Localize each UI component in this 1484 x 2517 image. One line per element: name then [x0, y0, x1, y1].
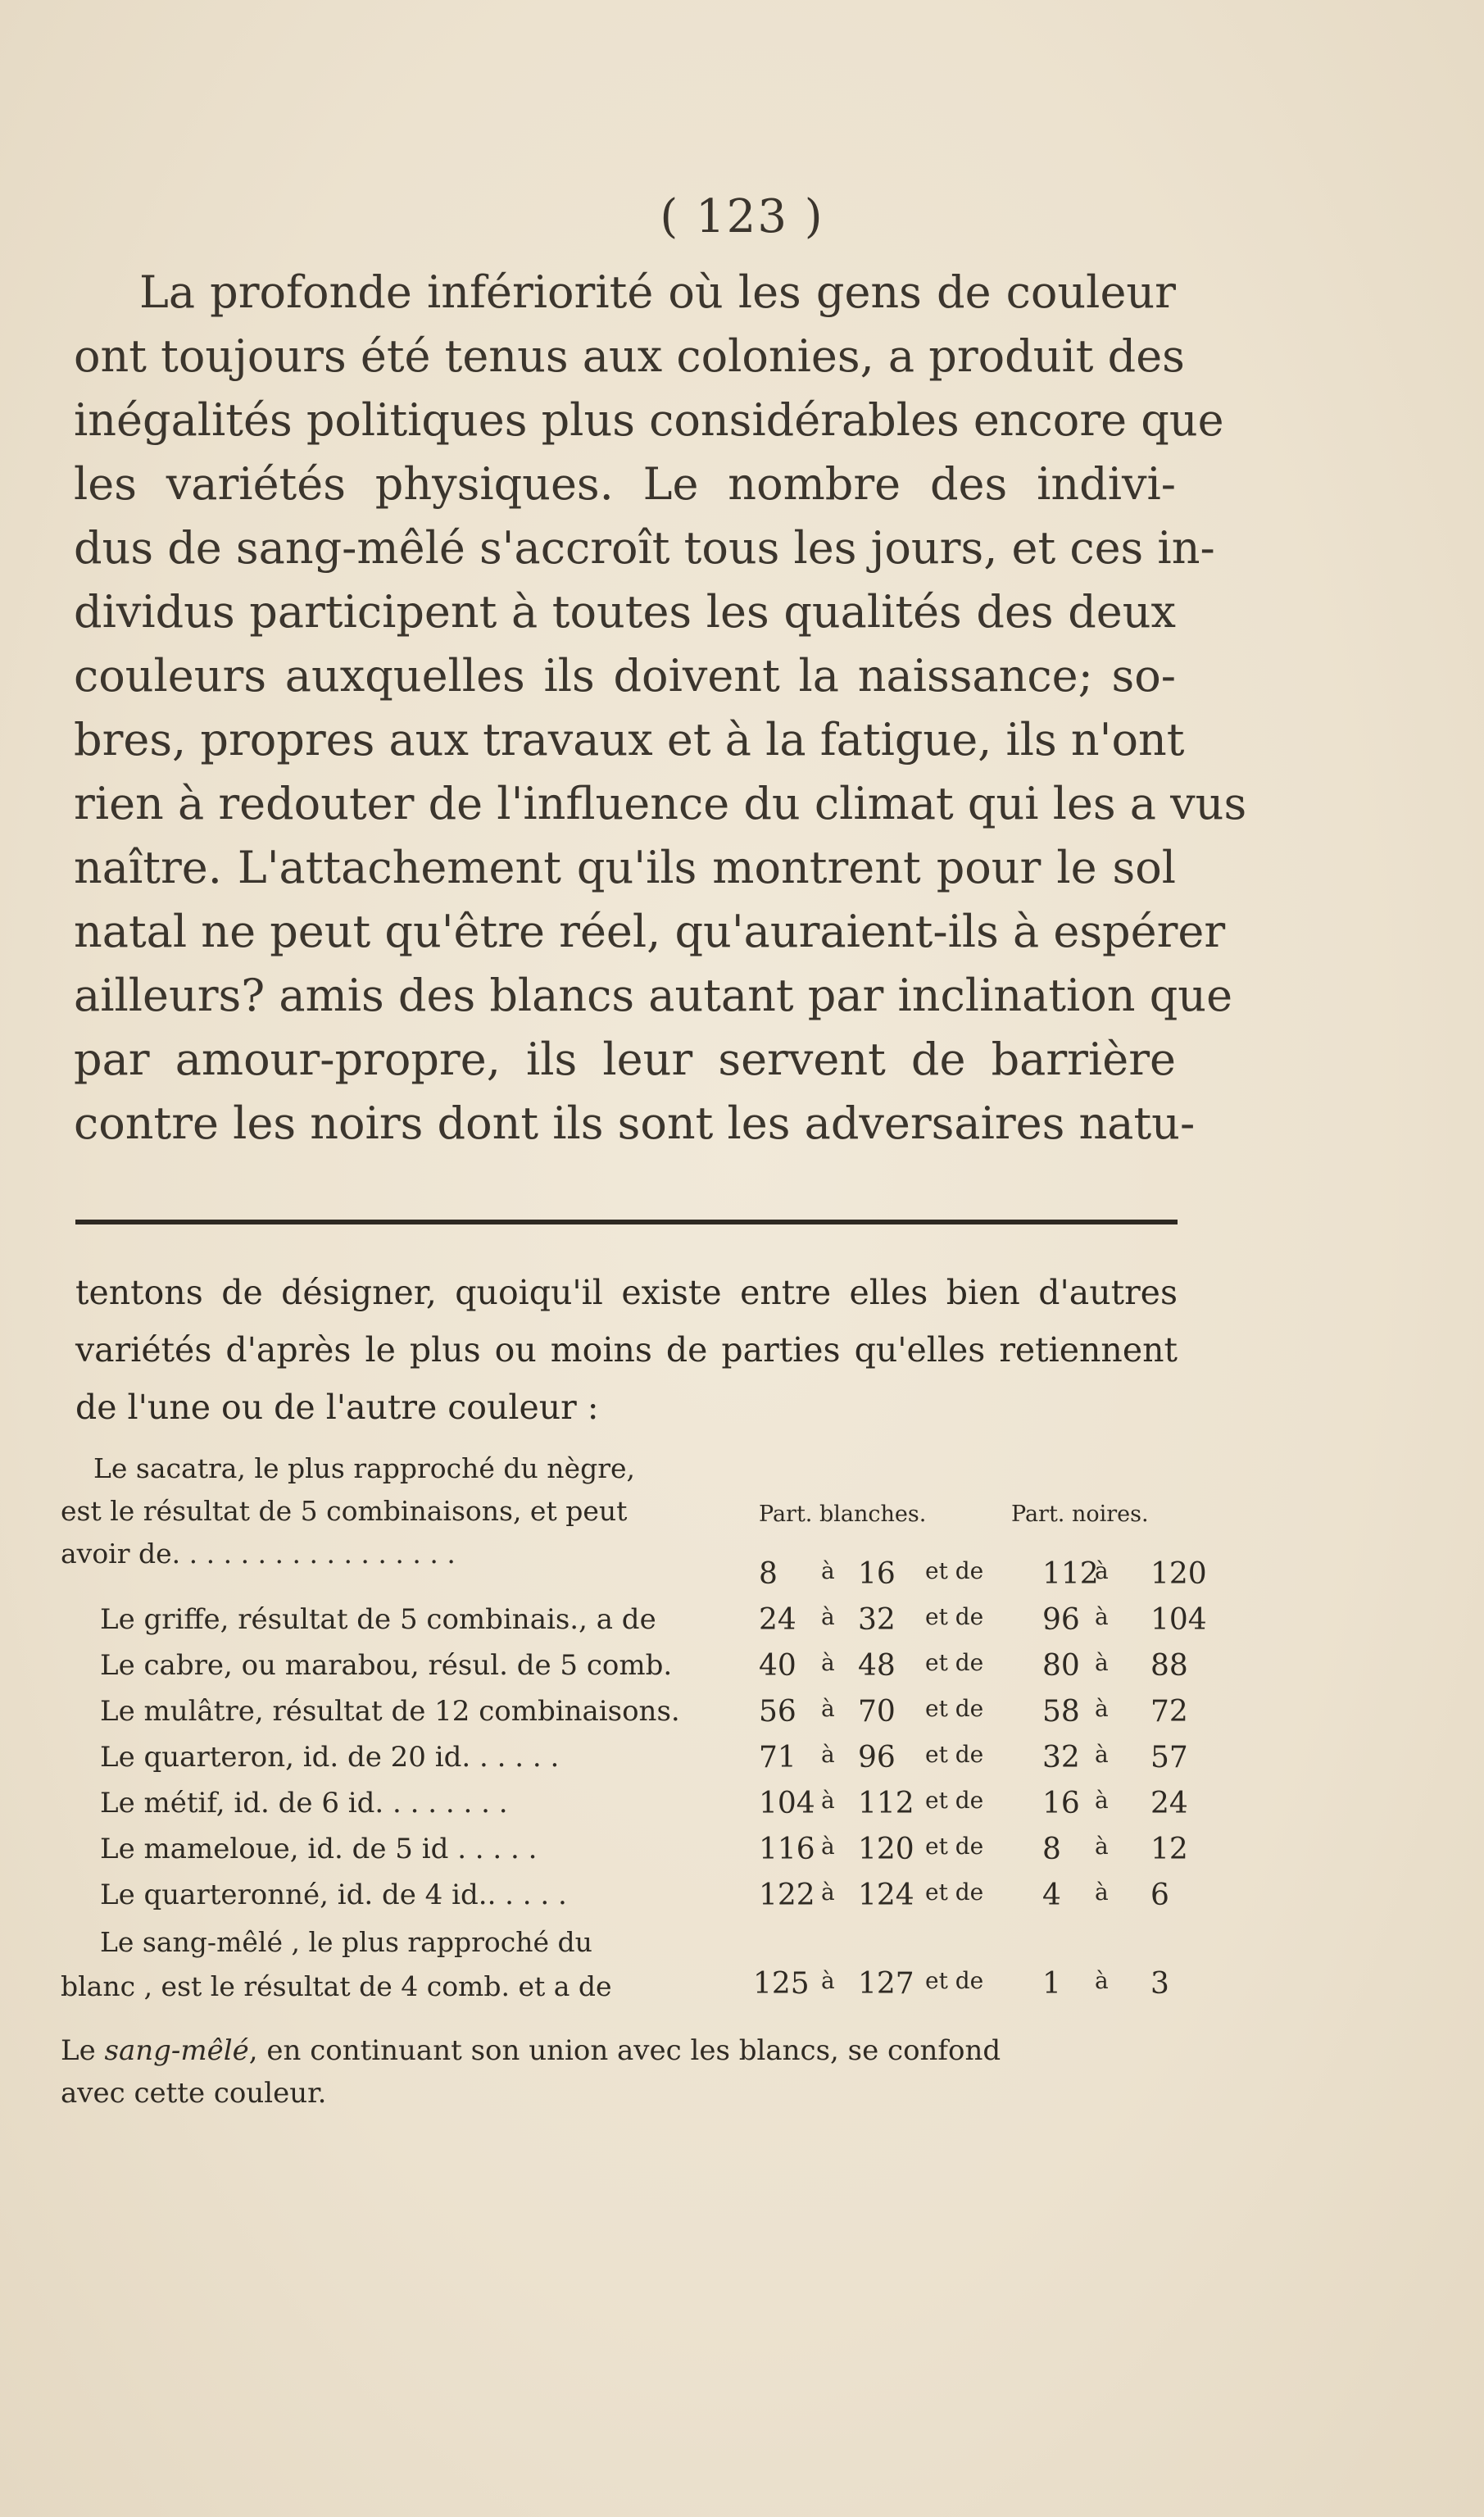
a-word: à — [821, 1879, 835, 1906]
text-line: couleurs auxquelles ils doivent la naissance; so- — [74, 650, 1176, 702]
row-label: Le quarteronné, id. de 4 id.. . . . . — [100, 1879, 567, 1911]
table-intro-line: avoir de. . . . . . . . . . . . . . . . . — [61, 1538, 456, 1570]
et-de: et de — [925, 1787, 984, 1814]
text-line: dus de sang-mêlé s'accroît tous les jours, et ces in- — [74, 522, 1215, 574]
blanches-to: 70 — [858, 1695, 896, 1729]
a-word: à — [1095, 1557, 1109, 1584]
a-word: à — [821, 1741, 835, 1768]
a-word: à — [1095, 1603, 1109, 1630]
closing-prefix: Le — [61, 2034, 96, 2067]
a-word: à — [821, 1603, 835, 1630]
a-word: à — [1095, 1649, 1109, 1676]
table-intro-line: est le résultat de 5 combinaisons, et peut — [61, 1495, 628, 1527]
noires-from: 8 — [1042, 1833, 1061, 1866]
blanches-to: 96 — [858, 1741, 896, 1774]
a-word: à — [1095, 1879, 1109, 1906]
a-word: à — [821, 1787, 835, 1814]
noires-from: 1 — [1042, 1967, 1061, 2001]
last-entry-line: Le sang-mêlé , le plus rapproché du — [100, 1926, 592, 1958]
table-row-last — [61, 1967, 1183, 2013]
blanches-to: 112 — [858, 1787, 914, 1820]
blanches-from: 125 — [753, 1967, 810, 2001]
row-label: Le métif, id. de 6 id. . . . . . . . — [100, 1787, 508, 1820]
blanches-from: 116 — [759, 1833, 815, 1866]
blanches-from: 24 — [759, 1603, 796, 1637]
text-line: ont toujours été tenus aux colonies, a produit des — [74, 330, 1185, 382]
a-word: à — [1095, 1787, 1109, 1814]
note-line: de l'une ou de l'autre couleur : — [75, 1388, 599, 1427]
text-line: dividus participent à toutes les qualités des deux — [74, 586, 1176, 638]
table-row — [61, 1787, 1188, 1833]
a-word: à — [1095, 1833, 1109, 1860]
noires-to: 57 — [1150, 1741, 1188, 1774]
noires-from: 80 — [1042, 1649, 1080, 1683]
et-de: et de — [925, 1741, 984, 1768]
noires-to: 6 — [1150, 1879, 1169, 1912]
blanches-to: 32 — [858, 1603, 896, 1637]
closing-italic: sang-mêlé — [104, 2034, 249, 2067]
closing-rest: , en continuant son union avec les blancs, se confond — [248, 2034, 1001, 2067]
a-word: à — [821, 1557, 835, 1584]
text-line: naître. L'attachement qu'ils montrent pour le sol — [74, 842, 1176, 893]
text-line: par amour-propre, ils leur servent de barrière — [74, 1034, 1176, 1085]
blanches-from: 56 — [759, 1695, 796, 1729]
noires-to: 12 — [1150, 1833, 1188, 1866]
text-line: les variétés physiques. Le nombre des indivi- — [74, 458, 1176, 510]
table-row — [61, 1603, 1207, 1649]
main-paragraph — [74, 261, 1247, 1156]
noires-to: 3 — [1150, 1967, 1169, 2001]
note-paragraph — [75, 1264, 1178, 1436]
table-row — [61, 1649, 1188, 1695]
a-word: à — [821, 1833, 835, 1860]
closing-note — [61, 2029, 1183, 2115]
row-label: Le cabre, ou marabou, résul. de 5 comb. — [100, 1649, 673, 1682]
blanches-from: 122 — [759, 1879, 815, 1912]
noires-from: 32 — [1042, 1741, 1080, 1774]
blanches-from: 8 — [759, 1557, 778, 1591]
noires-to: 72 — [1150, 1695, 1188, 1729]
row-label: Le quarteron, id. de 20 id. . . . . . — [100, 1741, 560, 1774]
row-label: Le mulâtre, résultat de 12 combinaisons. — [100, 1695, 680, 1728]
last-entry-line: blanc , est le résultat de 4 comb. et a de — [61, 1970, 612, 2002]
text-line: natal ne peut qu'être réel, qu'auraient-ils à espérer — [74, 906, 1226, 957]
text-line: bres, propres aux travaux et à la fatigue, ils n'ont — [74, 714, 1185, 766]
table-row — [61, 1741, 1188, 1787]
noires-from: 16 — [1042, 1787, 1080, 1820]
text-line: inégalités politiques plus considérables encore que — [74, 394, 1224, 446]
footnote-divider — [75, 1220, 1178, 1224]
et-de: et de — [925, 1833, 984, 1860]
a-word: à — [821, 1695, 835, 1722]
blanches-to: 16 — [858, 1557, 896, 1591]
noires-to: 88 — [1150, 1649, 1188, 1683]
et-de: et de — [925, 1603, 984, 1630]
note-line: tentons de désigner, quoiqu'il existe entre elles bien d'autres — [75, 1273, 1178, 1312]
noires-to: 104 — [1150, 1603, 1207, 1637]
table-intro-line: Le sacatra, le plus rapproché du nègre, — [93, 1452, 635, 1484]
row-label: Le mameloue, id. de 5 id . . . . . — [100, 1833, 538, 1865]
a-word: à — [1095, 1741, 1109, 1768]
table-row — [61, 1695, 1188, 1741]
blanches-to: 127 — [858, 1967, 914, 2001]
et-de: et de — [925, 1649, 984, 1676]
closing-line: avec cette couleur. — [61, 2077, 327, 2110]
a-word: à — [821, 1967, 835, 1994]
text-line: contre les noirs dont ils sont les adversaires natu- — [74, 1097, 1196, 1149]
blanches-from: 40 — [759, 1649, 796, 1683]
et-de: et de — [925, 1967, 984, 1994]
table-row — [61, 1879, 1183, 1924]
blanches-to: 120 — [858, 1833, 914, 1866]
et-de: et de — [925, 1557, 984, 1584]
text-line: La profonde infériorité où les gens de couleur — [139, 266, 1176, 318]
blanches-to: 48 — [858, 1649, 896, 1683]
noires-from: 58 — [1042, 1695, 1080, 1729]
text-line: ailleurs? amis des blancs autant par inclination que — [74, 970, 1233, 1021]
noires-from: 96 — [1042, 1603, 1080, 1637]
blanches-to: 124 — [858, 1879, 914, 1912]
closing-line — [61, 2029, 1183, 2072]
table-row — [61, 1557, 1207, 1603]
blanches-from: 71 — [759, 1741, 796, 1774]
header-parts-noires: Part. noires. — [1011, 1502, 1149, 1527]
noires-from: 112 — [1042, 1557, 1099, 1591]
table-row — [61, 1833, 1188, 1879]
row-label: Le griffe, résultat de 5 combinais., a de — [100, 1603, 656, 1636]
note-line: variétés d'après le plus ou moins de parties qu'elles retiennent — [75, 1330, 1178, 1370]
noires-from: 4 — [1042, 1879, 1061, 1912]
page-number: ( 123 ) — [660, 190, 824, 243]
text-line: rien à redouter de l'influence du climat qui les a vus — [74, 778, 1247, 829]
blanches-from: 104 — [759, 1787, 815, 1820]
noires-to: 120 — [1150, 1557, 1207, 1591]
et-de: et de — [925, 1695, 984, 1722]
a-word: à — [1095, 1695, 1109, 1722]
a-word: à — [821, 1649, 835, 1676]
header-parts-blanches: Part. blanches. — [759, 1502, 927, 1527]
noires-to: 24 — [1150, 1787, 1188, 1820]
a-word: à — [1095, 1967, 1109, 1994]
et-de: et de — [925, 1879, 984, 1906]
